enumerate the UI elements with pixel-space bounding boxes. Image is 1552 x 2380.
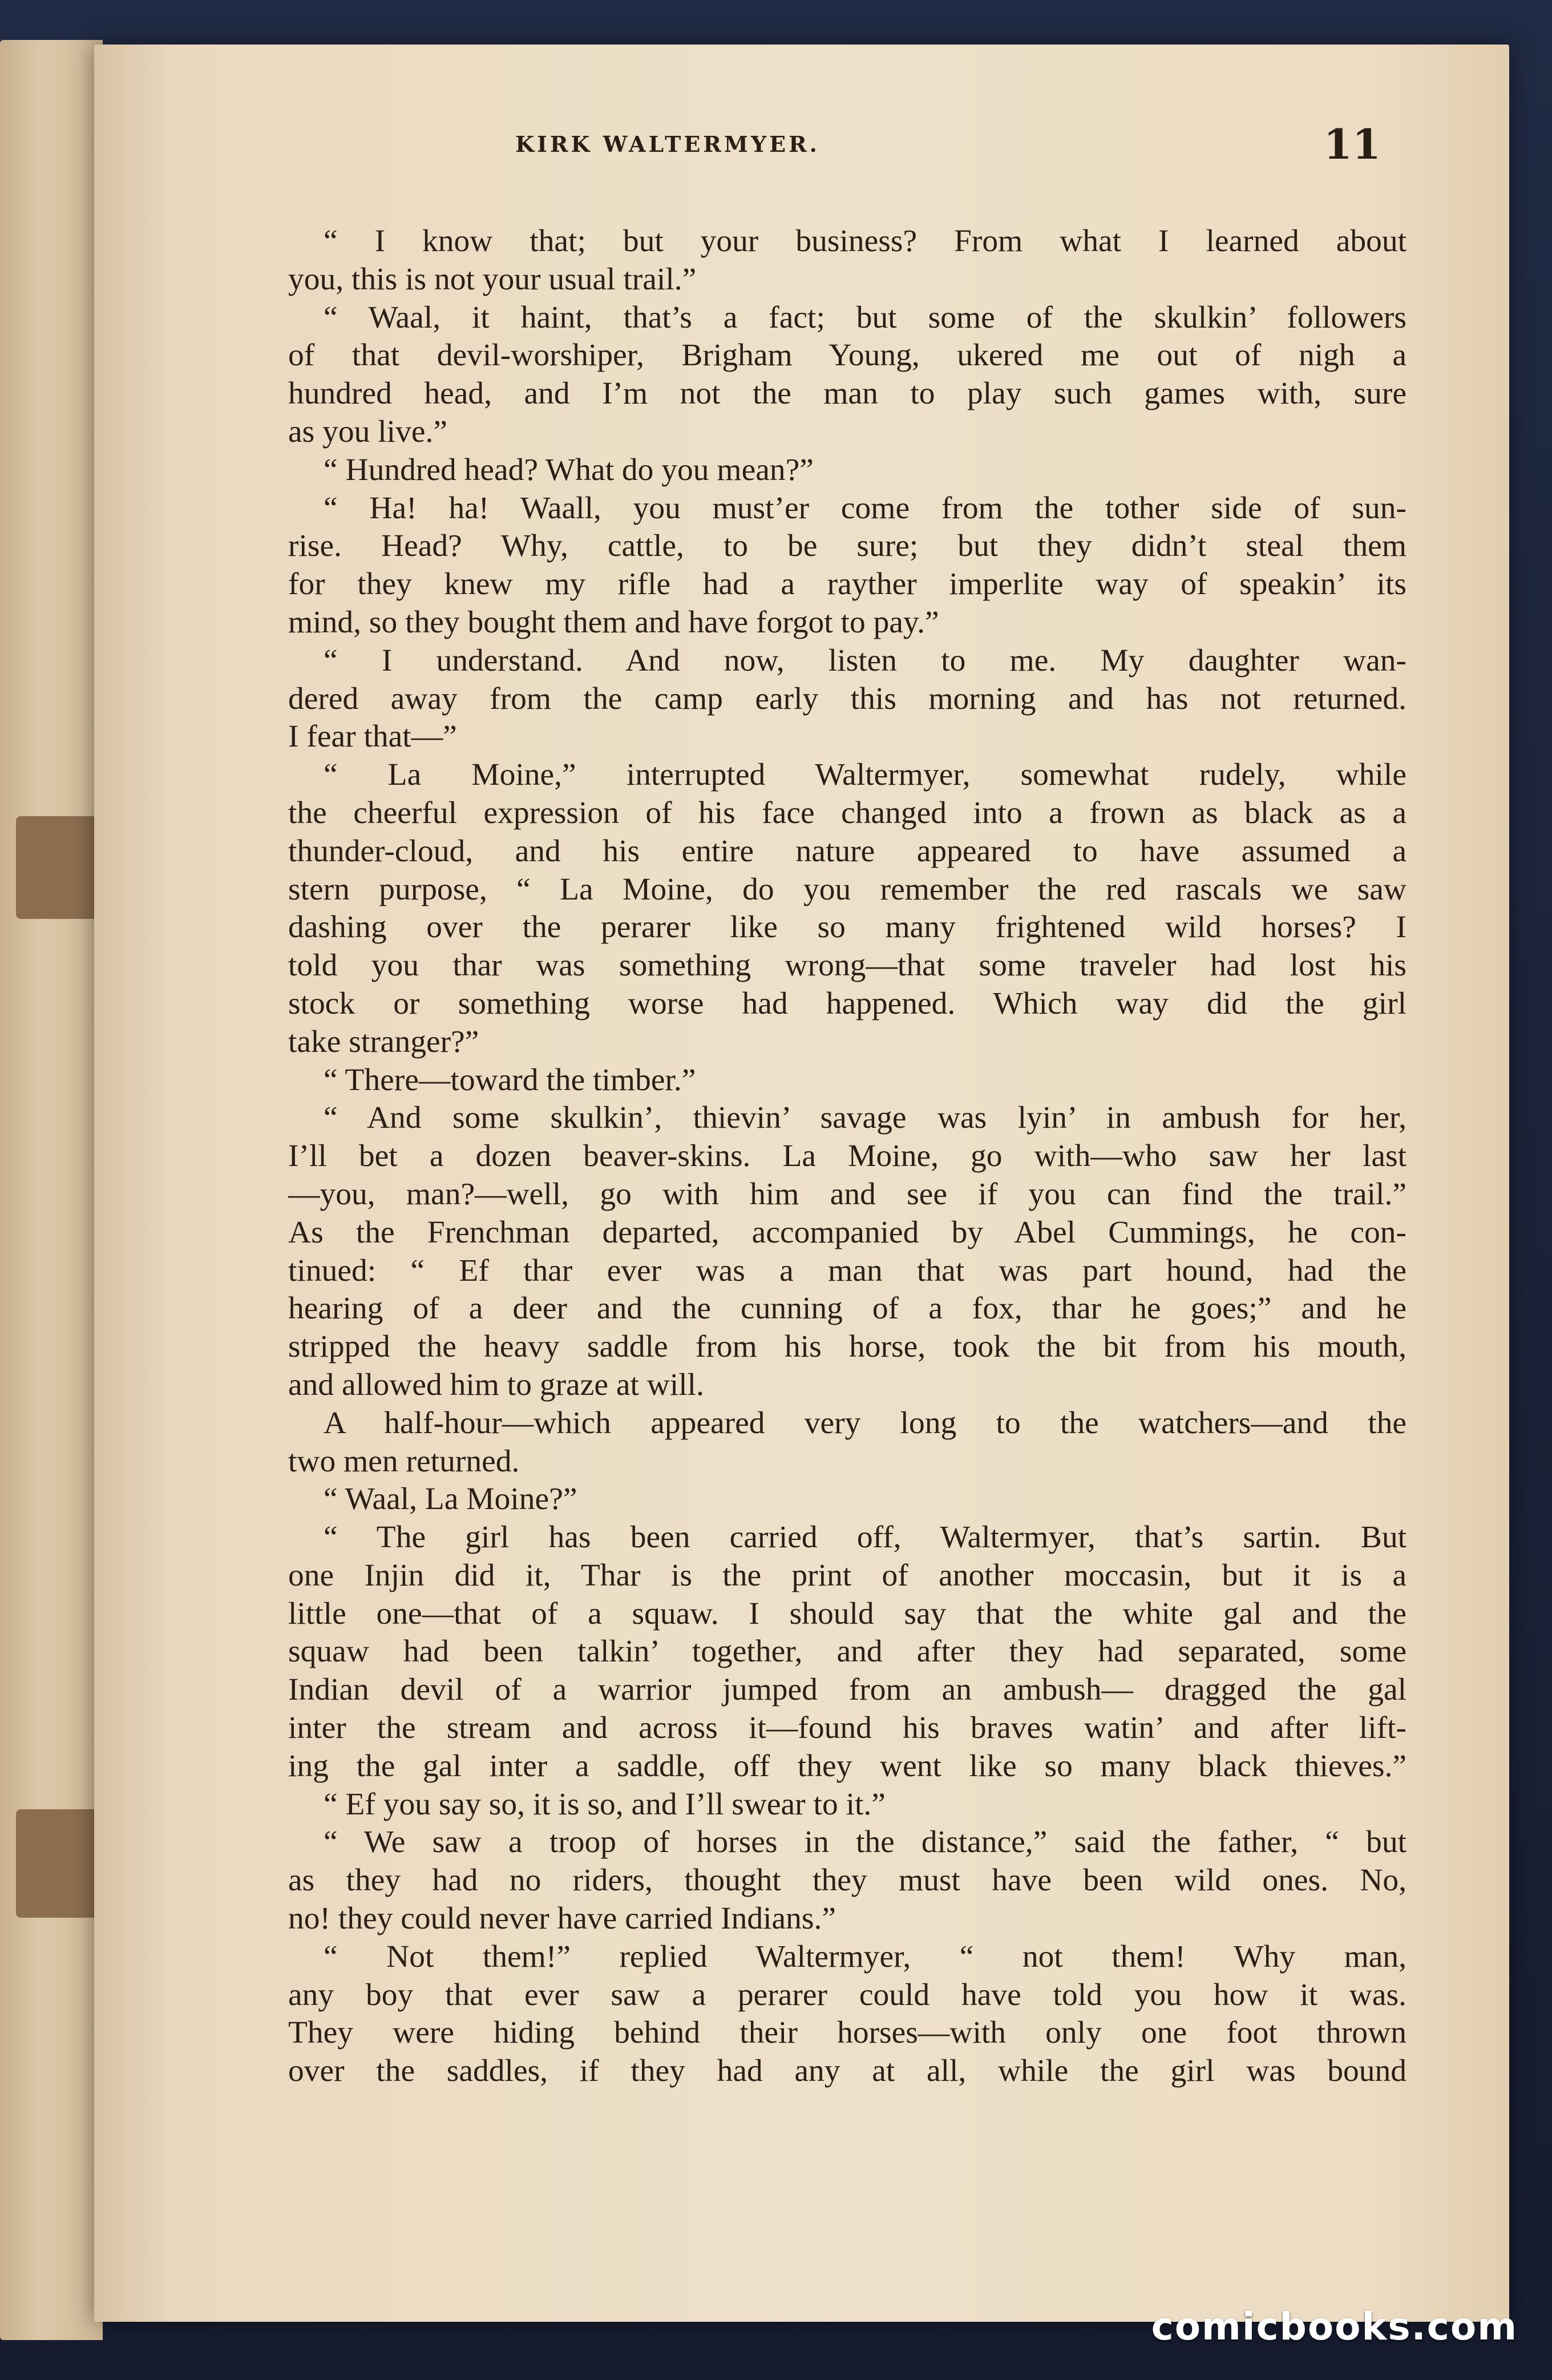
text-line: “ There—toward the timber.” — [324, 1062, 696, 1098]
book-spine — [0, 40, 103, 2340]
text-line: no! they could never have carried Indians.” — [288, 1901, 836, 1937]
text-line: As the Frenchman departed, accompanied by Abel Cummings, he con- — [288, 1215, 1406, 1250]
text-line: told you thar was something wrong—that some traveler had lost his — [288, 948, 1406, 983]
text-line: the cheerful expression of his face changed into a frown as black as a — [288, 795, 1406, 830]
text-line: squaw had been talkin’ together, and after they had separated, some — [288, 1634, 1406, 1669]
text-line: and allowed him to graze at will. — [288, 1367, 704, 1402]
text-line: “ I know that; but your business? From what I learned about — [324, 224, 1406, 259]
text-line: “ Waal, it haint, that’s a fact; but some of the skulkin’ followers — [324, 300, 1406, 335]
text-line: tinued: “ Ef thar ever was a man that was part hound, had the — [288, 1253, 1406, 1288]
text-line: A half-hour—which appeared very long to the watchers—and the — [324, 1405, 1406, 1441]
text-line: I’ll bet a dozen beaver-skins. La Moine, go with—who saw her last — [288, 1139, 1406, 1174]
page-header — [188, 120, 1415, 166]
site-watermark: comicbooks.com — [1151, 2305, 1518, 2349]
text-line: “ Ef you say so, it is so, and I’ll swear to it.” — [324, 1786, 886, 1822]
text-line: inter the stream and across it—found his braves watin’ and after lift- — [288, 1711, 1406, 1746]
text-line: thunder-cloud, and his entire nature appeared to have assumed a — [288, 833, 1406, 869]
text-line: “ And some skulkin’, thievin’ savage was lyin’ in ambush for her, — [324, 1100, 1406, 1136]
text-line: dashing over the perarer like so many frightened wild horses? I — [288, 910, 1406, 945]
text-line: little one—that of a squaw. I should say that the white gal and the — [288, 1596, 1406, 1631]
text-line: I fear that—” — [288, 719, 457, 755]
text-line: rise. Head? Why, cattle, to be sure; but they didn’t steal them — [288, 529, 1406, 564]
text-line: you, this is not your usual trail.” — [288, 261, 697, 297]
page-body-text — [288, 223, 1406, 2091]
text-line: two men returned. — [288, 1443, 520, 1479]
text-line: “ Not them!” replied Waltermyer, “ not them! Why man, — [324, 1939, 1406, 1974]
page-number: 11 — [1323, 120, 1381, 168]
text-line: stern purpose, “ La Moine, do you remember the red rascals we saw — [288, 872, 1406, 907]
text-line: ing the gal inter a saddle, off they went like so many black thieves.” — [288, 1748, 1406, 1784]
text-line: over the saddles, if they had any at all, while the girl was bound — [288, 2054, 1406, 2089]
text-line: “ Waal, La Moine?” — [324, 1482, 577, 1517]
text-line: —you, man?—well, go with him and see if you can find the trail.” — [288, 1176, 1406, 1212]
text-line: They were hiding behind their horses—with only one foot thrown — [288, 2015, 1406, 2051]
text-line: hundred head, and I’m not the man to play such games with, sure — [288, 376, 1406, 412]
text-line: take stranger?” — [288, 1024, 479, 1059]
text-line: any boy that ever saw a perarer could have told you how it was. — [288, 1977, 1406, 2012]
text-line: “ Ha! ha! Waall, you must’er come from the tother side of sun- — [324, 490, 1406, 526]
text-line: dered away from the camp early this morning and has not returned. — [288, 681, 1406, 716]
text-line: “ La Moine,” interrupted Waltermyer, somewhat rudely, while — [324, 757, 1406, 793]
spine-tear-lower — [16, 1809, 102, 1918]
text-line: one Injin did it, Thar is the print of another moccasin, but it is a — [288, 1558, 1406, 1593]
text-line: of that devil-worshiper, Brigham Young, ukered me out of nigh a — [288, 338, 1406, 373]
text-line: “ We saw a troop of horses in the distance,” said the father, “ but — [324, 1825, 1406, 1860]
text-line: stock or something worse had happened. Which way did the girl — [288, 986, 1406, 1021]
text-line: “ Hundred head? What do you mean?” — [324, 452, 814, 487]
text-line: “ I understand. And now, listen to me. My daughter wan- — [324, 643, 1406, 678]
running-head: KIRK WALTERMYER. — [515, 131, 820, 157]
text-line: as you live.” — [288, 414, 447, 449]
text-line: mind, so they bought them and have forgot to pay.” — [288, 604, 939, 640]
spine-tear-upper — [16, 816, 102, 919]
text-line: hearing of a deer and the cunning of a fox, thar he goes;” and he — [288, 1291, 1406, 1326]
text-line: “ The girl has been carried off, Waltermyer, that’s sartin. But — [324, 1520, 1406, 1555]
text-line: stripped the heavy saddle from his horse, took the bit from his mouth, — [288, 1329, 1406, 1365]
text-line: for they knew my rifle had a rayther imperlite way of speakin’ its — [288, 567, 1406, 602]
text-line: as they had no riders, thought they must have been wild ones. No, — [288, 1863, 1406, 1898]
text-line: Indian devil of a warrior jumped from an ambush— dragged the gal — [288, 1672, 1406, 1708]
